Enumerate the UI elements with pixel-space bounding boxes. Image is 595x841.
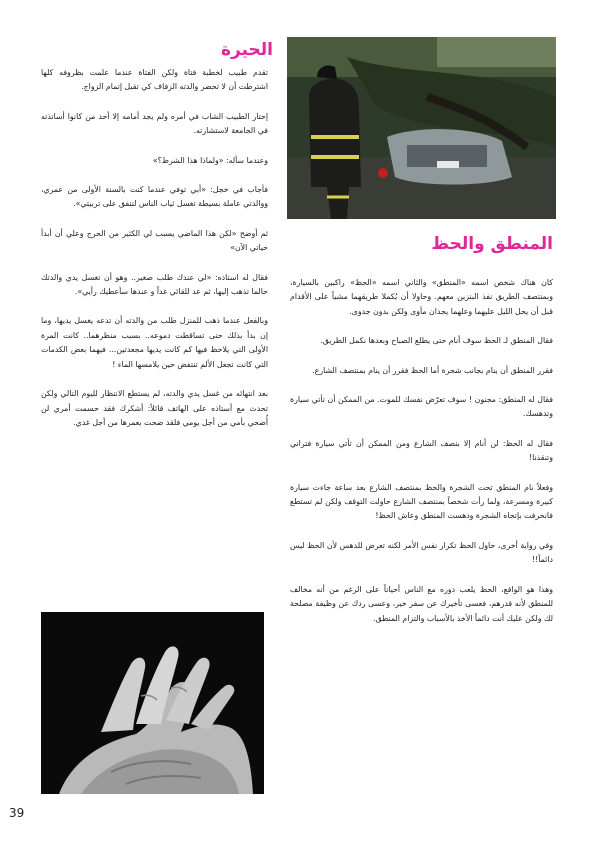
paragraph: فأجاب في خجل: «أبي توفي عندما كنت بالسنة الأولى من عمري، ووالدتي عاملة بسيطة تغسل ثياب الناس لتنفق على تربيتي». (41, 185, 268, 209)
paragraph: فقرر المنطق أن ينام بجانب شجرة أما الحظ فقرر أن ينام بمنتصف الشارع. (312, 365, 553, 375)
right-article-title: المنطق والحظ (431, 234, 553, 254)
paragraph: وفي رواية أخرى، حاول الحظ تكرار نفس الأمر لكنه تعرض للدهس لأن الحظ ليس دائماً!! (290, 540, 553, 565)
paragraph: وفعلاً نام المنطق تحت الشجرة والحظ بمنتصف الشارع بعد ساعة جاءت سيارة كبيرة ومسرعة، ولما رأت شخصاً بمنتصف الشارع حاولت التوقف ولكن لم تستطع فانحرفت بإتجاه الشجرة ودهست المنطق وعاش الحظ! (290, 482, 553, 521)
paragraph: فقال له استاذه: «لي عندك طلب صغير.. وهو أن تغسل يدي والدتك حالما تذهب إليها، ثم عد للقائي غداً و عندها سأعطيك رأيي». (41, 272, 268, 297)
firefighter-tree-car-photo (287, 37, 556, 219)
page-number: 39 (9, 806, 25, 820)
paragraph: كان هناك شخص اسمه «المنطق» والثاني اسمه «الحظ» راكبين بالسيارة، وبمنتصف الطريق نفذ البنزين معهم. وحاولا أن يُكملا طريقهما مشياً على الأقدام قبل أن يحل الليل عليهما وعلهما يجدان مأوى ولكن بدون جدوى. (290, 278, 553, 316)
left-article-title: الحيرة (220, 40, 273, 60)
paragraph: فقال المنطق لـ الحظ سوف أنام حتى يطلع الصباح وبعدها نكمل الطريق. (320, 336, 553, 346)
paragraph: وهذا هو الواقع، الحظ يلعب دوره مع الناس أحياناً على الرغم من أنه مخالف للمنطق لأنه قدرهم، فعسى تأخيرك عن سفر خير، وعسى ردك عن وظيفة مصلحة لك ولكن عليك أنت دائماً الأخذ بالأسباب والتزام المنطق. (290, 584, 553, 623)
paragraph: بعد انتهائه من غسل يدي والدته، لم يستطع الانتظار لليوم التالي ولكن تحدث مع أستاذه على الهاتف قائلاً: أشكرك فقد حسمت أمري لن أُضحي بأمي من أجل يومي فلقد ضحت بعمرها من أجل غدي. (41, 389, 268, 427)
paragraph: تقدم طبيب لخطبة فتاة ولكن الفتاة عندما علمت بظروفه كلها اشترطت أن لا تحضر والدته الزفاف كي تقبل إتمام الزواج. (41, 68, 268, 92)
paragraph: وبالفعل عندما ذهب للمنزل طلب من والدته أن تدعه يغسل يديها، وما إن بدأ بذلك حتى تساقطت دموعه.. بسبب منظرهما.. كانت المرة الأولى التي يلاحظ فيها كم كانت يديها مجعدتين... فيهما بعض الكدمات التي كانت تجعل الألم تنتفض حين يلامسها الماء ! (41, 316, 268, 369)
left-article-body (41, 66, 268, 445)
paragraph: فقال له الحظ: لن أنام إلا بنصف الشارع ومن الممكن أن تأتي سيارة فتراني وتنقذنا! (290, 438, 553, 463)
hands-photo (41, 612, 264, 794)
paragraph: وعندما سأله: «ولماذا هذا الشرط؟» (152, 155, 268, 165)
paragraph: ثم أوضح «لكن هذا الماضي يسبب لي الكثير من الحرج وعلي أن أبدأ حياتي الآن» (41, 228, 268, 253)
paragraph: فقال له المنطق: مجنون ! سوف تعرّض نفسك للموت. من الممكن أن تأتي سيارة وتدهسك. (290, 395, 553, 419)
right-article-body (290, 276, 553, 641)
paragraph: إحتار الطبيب الشاب في أمره ولم يجد أمامه إلا أحد من كانوا أساتذته في الجامعة لاستشارته. (41, 111, 268, 136)
